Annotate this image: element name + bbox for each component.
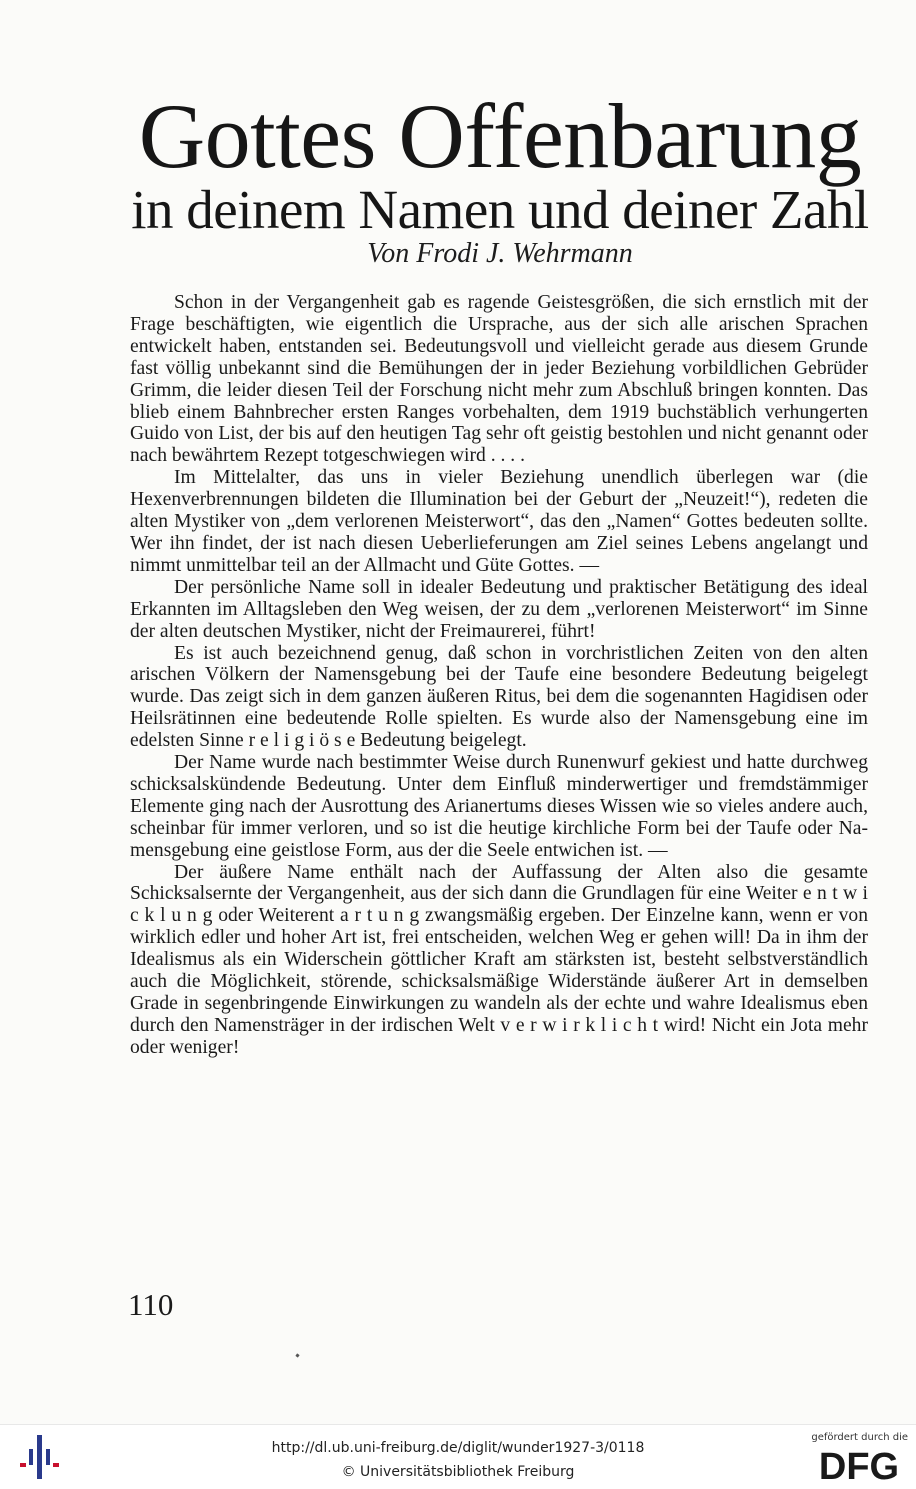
funding-caption: gefördert durch die bbox=[811, 1432, 908, 1443]
scan-speck bbox=[295, 1353, 299, 1357]
article-body bbox=[130, 292, 868, 1059]
paragraph: Der äußere Name enthält nach der Auffassung der Alten also die gesamte Schicksalsernte der Vergangenheit, aus der sich dann die Grundlagen für eine Weiter e n t w i c k l u n g oder Weiterent a r t u n g zwangsmäßig ergeben. Der Einzelne kann, wenn er von wirklich edler und hoher Art ist, frei entscheiden, welchen Weg er gehen will! Da in ihm der Idealismus als ein Widerschein göttlicher Kraft am stärksten ist, besteht selbstverständlich auch die Möglichkeit, störende, schicksalsmäßige Widerstände äußerer Art in demselben Grade in segenbringende Einwirkungen zu wandeln als der echte und wahre Idealismus eben durch den Namensträger in der irdischen Welt v e r w i r k l i c h t wird! Nicht ein Jota mehr oder weniger! bbox=[130, 861, 868, 1058]
dfg-logo-text: DFG bbox=[818, 1447, 900, 1483]
viewer-footer bbox=[0, 1424, 916, 1489]
library-logo-icon bbox=[18, 1433, 60, 1481]
paragraph: Schon in der Vergangenheit gab es ragende Geistesgrößen, die sich ernstlich mit der Frage beschäftigten, wie eigentlich die Ursprache, aus der sich alle arischen Sprachen entwickelt haben, entstanden sei. Bedeutungsvoll und vielleicht gerade aus diesem Grunde fast völlig unbekannt sind die Bemühungen der in jeder Beziehung vorbildlichen Gebrüder Grimm, die leider diesen Teil der Forschung nicht mehr zum Abschluß bringen konnten. Das blieb einem Bahnbrecher ersten Ranges vorbehalten, dem 1919 buchstäblich verhungerten Guido von List, der bis auf den heutigen Tag sehr oft geistig bestohlen und nicht genannt oder nach bewährtem Rezept totgeschwiegen wird . . . . bbox=[130, 292, 868, 467]
article-title: Gottes Offenbarung bbox=[138, 85, 862, 187]
dfg-logo-icon bbox=[810, 1447, 908, 1483]
article-subtitle: in deinem Namen und deiner Zahl bbox=[131, 179, 869, 240]
paragraph: Im Mittelalter, das uns in vieler Beziehung unendlich überlegen war (die Hexenverbrennungen bildeten die Illumination bei der Geburt der „Neuzeit!“), redeten die alten Mystiker von „dem verlorenen Meisterwort“, das den „Namen“ Gottes bedeuten sollte. Wer ihn findet, der ist nach diesen Ueberlieferungen am Ziel seines Lebens angelangt und nimmt unmittelbar teil an der Allmacht und Güte Gottes. — bbox=[130, 467, 868, 576]
permalink-link[interactable]: http://dl.ub.uni-freiburg.de/diglit/wunder1927-3/0118 bbox=[271, 1440, 645, 1456]
paragraph: Es ist auch bezeichnend genug, daß schon in vorchristlichen Zeiten von den alten arischen Völkern der Namensgebung bei der Taufe eine besondere Bedeutung beigelegt wurde. Das zeigt sich in dem ganzen äußeren Ritus, bei dem die sogenannten Hagidisen oder Heilsrätinnen eine bedeutende Rolle spielten. Es wurde also der Namensgebung eine im edelsten Sinne r e l i g i ö s e Bedeutung beigelegt. bbox=[130, 642, 868, 752]
copyright-notice: © Universitätsbibliothek Freiburg bbox=[341, 1464, 575, 1480]
paragraph: Der persönliche Name soll in idealer Bedeutung und praktischer Betätigung des ideal Erkannten im Alltagsleben den Weg weisen, der zu dem „verlorenen Meisterwort“ im Sinne der alten deutschen Mystiker, nicht der Freimaurerei, führt! bbox=[130, 576, 868, 642]
author-byline: Von Frodi J. Wehrmann bbox=[367, 238, 633, 269]
paragraph: Der Name wurde nach bestimmter Weise durch Runenwurf gekiest und hatte durchweg schicksalskündende Bedeutung. Unter dem Einfluß minderwertiger und fremdstämmiger Elemente ging nach der Ausrottung des Arianertums dieses Wissen wie so vieles andere auch, scheinbar für immer verloren, und so ist die heutige kirchliche Form bei der Taufe oder Namensgebung eine geistlose Form, aus der die Seele entwichen ist. — bbox=[130, 752, 868, 861]
page-number: 110 bbox=[128, 1287, 174, 1322]
